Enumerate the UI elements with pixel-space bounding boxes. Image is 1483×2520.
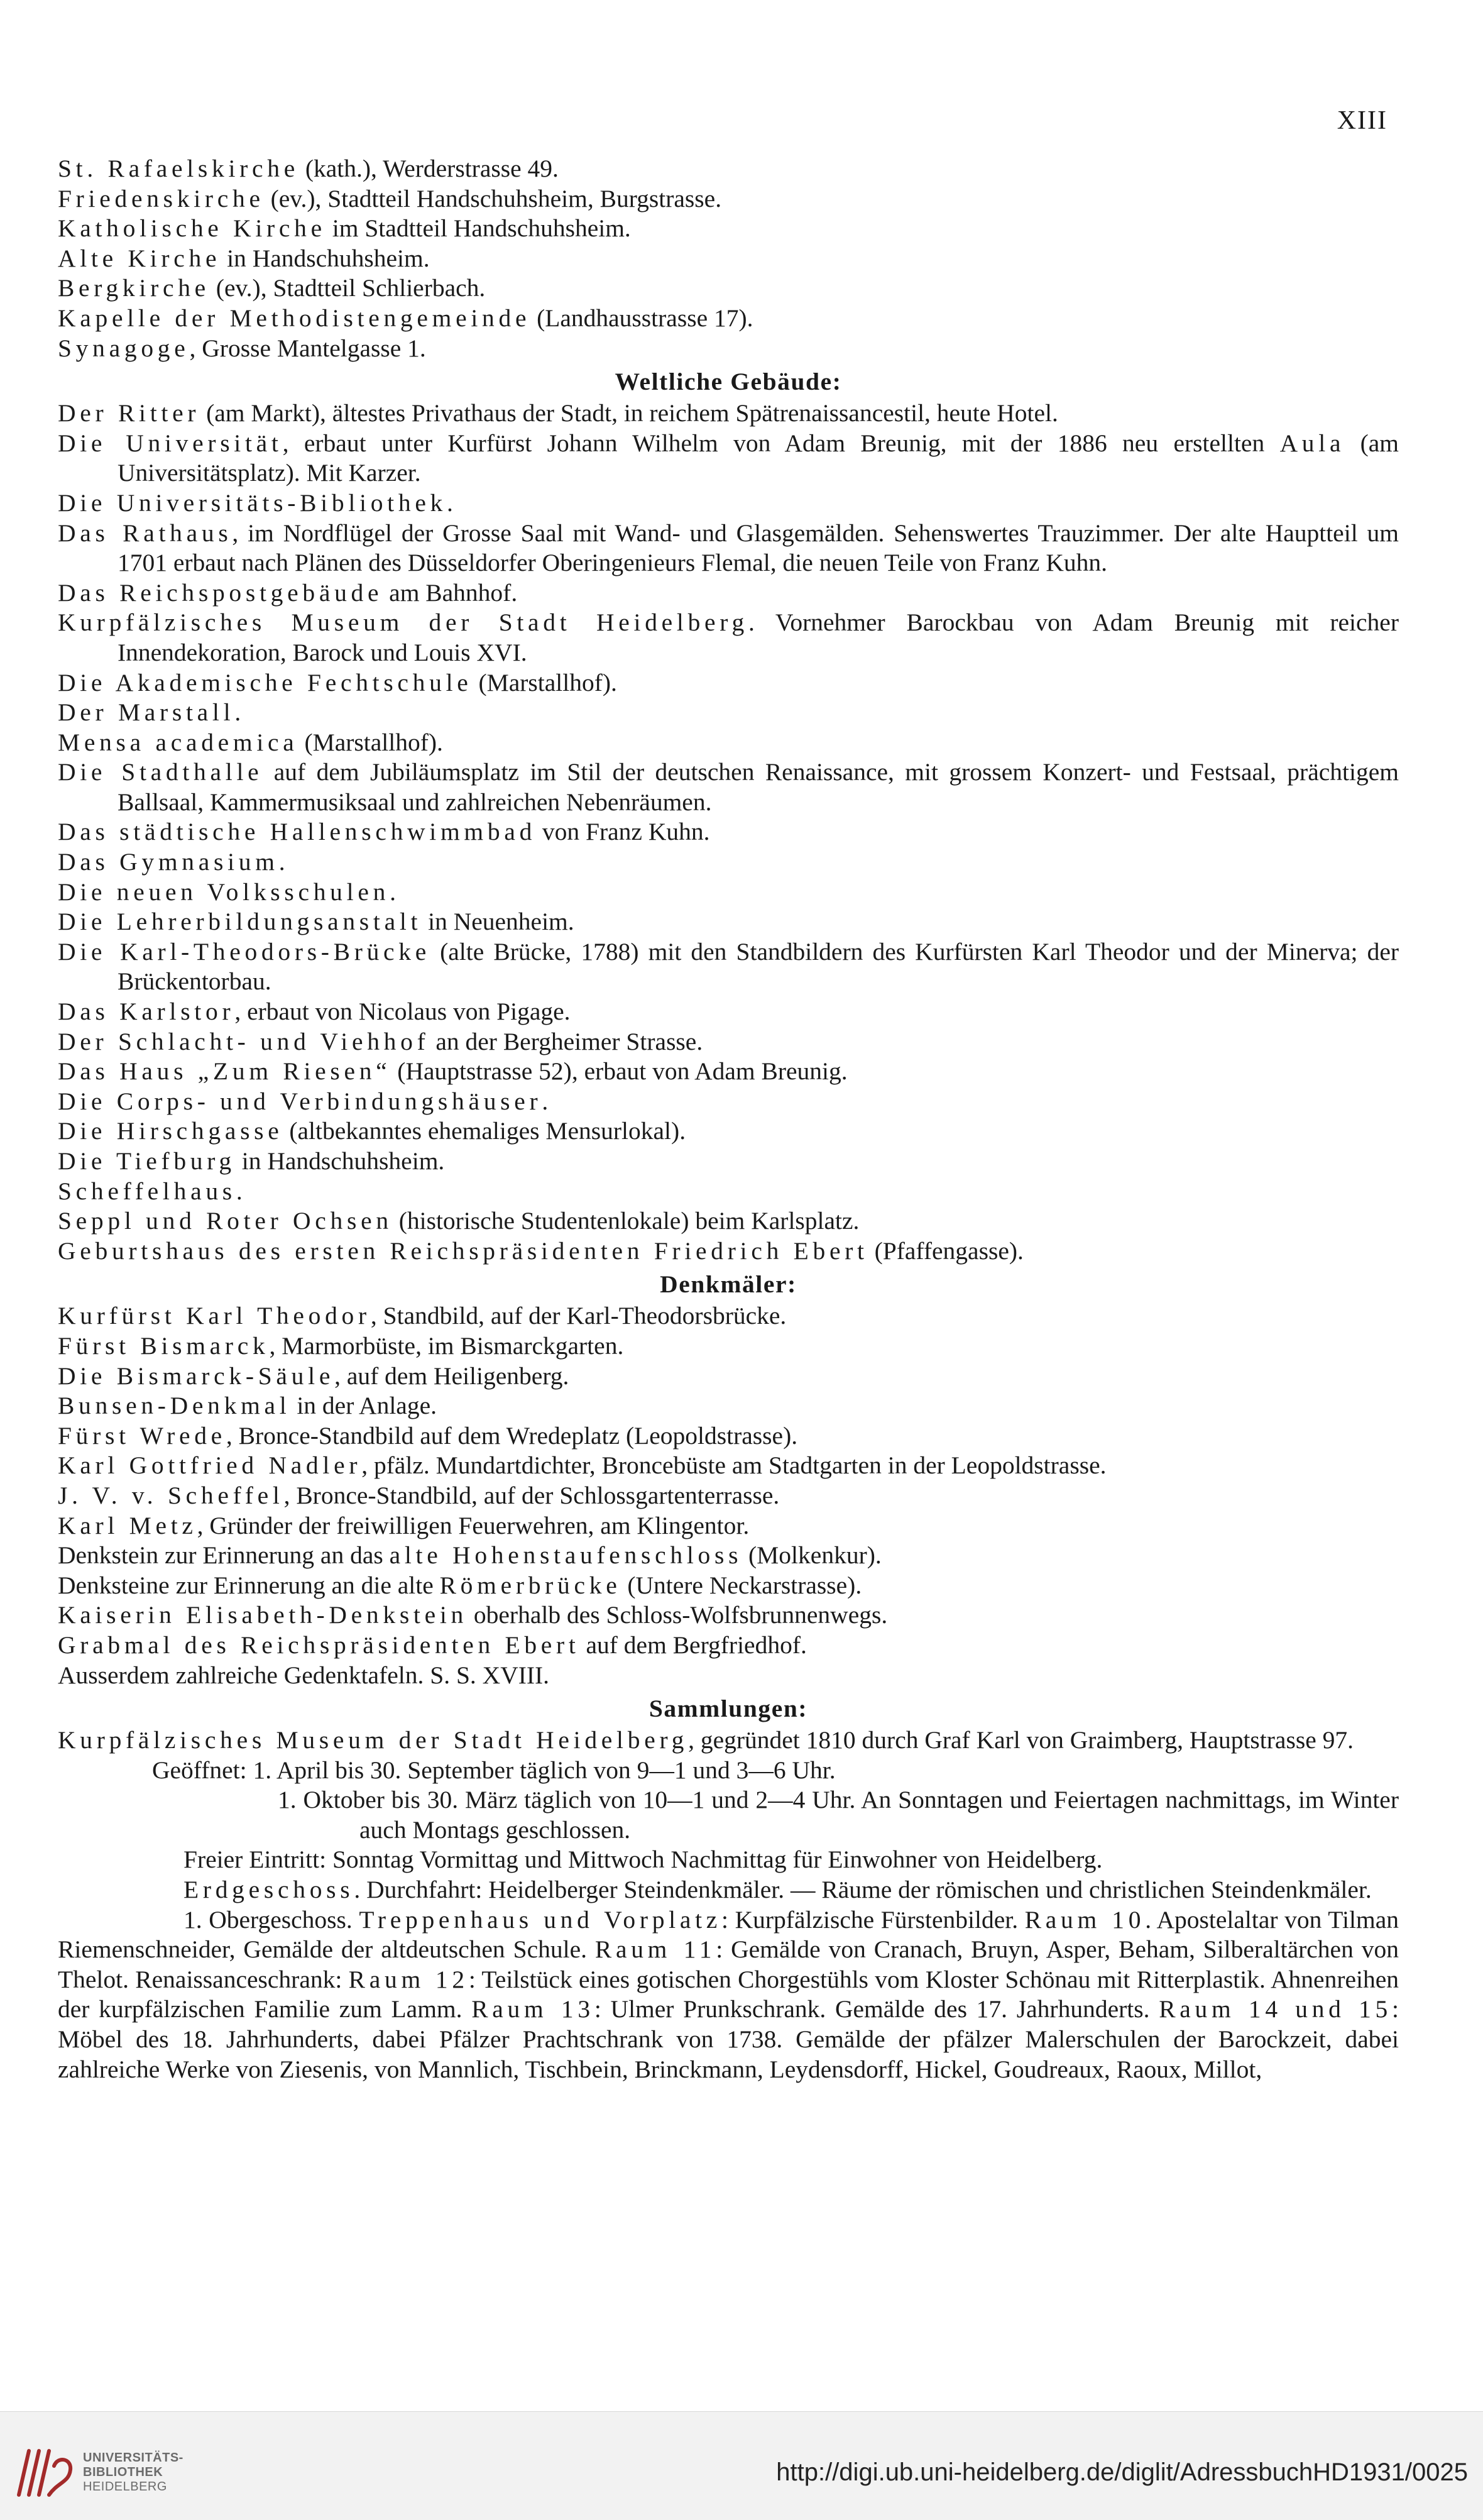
entry-name: Das Gymnasium	[58, 848, 279, 876]
entry-description: (ev.), Stadtteil Handschuhsheim, Burgstrasse.	[264, 184, 722, 212]
library-name-line-3: HEIDELBERG	[83, 2480, 167, 2494]
entry-name: Die Hirschgasse	[58, 1117, 283, 1145]
entry-description: , pfälz. Mundartdichter, Broncebüste am Stadtgarten in der Leopoldstrasse.	[361, 1451, 1107, 1480]
building-entry	[58, 997, 1399, 1027]
stairwell-name: Treppenhaus und Vorplatz	[359, 1905, 722, 1934]
building-entry	[58, 1087, 1399, 1117]
entry-name: Der Schlacht- und Viehhof	[58, 1027, 430, 1055]
entry-name: Karl Metz	[58, 1511, 197, 1539]
church-entry	[58, 244, 1399, 274]
entry-name: Geburtshaus des ersten Reichspräsidenten Friedrich Ebert	[58, 1236, 868, 1265]
opening-hours-1	[58, 1756, 1399, 1786]
ground-floor-text: . Durchfahrt: Heidelberger Steindenkmäler. — Räume der römischen und christlichen Steindenkmäler.	[354, 1876, 1372, 1904]
entry-name: Der Ritter	[58, 399, 200, 427]
entry-description: an der Bergheimer Strasse.	[429, 1027, 703, 1055]
building-entry	[58, 1147, 1399, 1177]
entry-description: . Vornehmer Barockbau von Adam Breunig mit reicher Innendekoration, Barock und Louis XVI.	[118, 608, 1399, 666]
first-floor	[58, 1905, 1399, 2085]
opening-hours-2	[58, 1785, 1399, 1845]
entry-name: Scheffelhaus	[58, 1177, 236, 1205]
entry-name: Fürst Wrede	[58, 1421, 226, 1450]
entry-name: Die Universität	[58, 429, 283, 457]
entry-description: , Bronce-Standbild auf dem Wredeplatz (Leopoldstrasse).	[226, 1421, 798, 1450]
page-content	[58, 154, 1399, 2084]
monument-entry	[58, 1362, 1399, 1392]
building-entry	[58, 817, 1399, 847]
monument-entry	[58, 1421, 1399, 1451]
building-entry	[58, 1206, 1399, 1236]
entry-name: Seppl und Roter Ochsen	[58, 1207, 393, 1235]
entry-description: (altbekanntes ehemaliges Mensurlokal).	[283, 1117, 686, 1145]
entry-name: Römerbrücke	[439, 1571, 621, 1599]
monuments-list	[58, 1301, 1399, 1690]
church-entry	[58, 154, 1399, 184]
building-entry	[58, 878, 1399, 908]
museum-name: Kurpfälzisches Museum der Stadt Heidelberg	[58, 1726, 689, 1754]
library-name-line-1: UNIVERSITÄTS-	[83, 2451, 183, 2465]
entry-name: Kurpfälzisches Museum der Stadt Heidelberg	[58, 608, 748, 637]
first-floor-text-1: : Kurpfälzische Fürstenbilder.	[721, 1905, 1025, 1934]
first-floor-text-5: : Ulmer Prunkschrank. Gemälde des 17. Jahrhunderts.	[594, 1995, 1159, 2023]
entry-name: Die neuen Volksschulen	[58, 878, 390, 906]
building-entry	[58, 1236, 1399, 1267]
entry-description: , Bronce-Standbild, auf der Schlossgartenterrasse.	[283, 1481, 780, 1509]
entry-description: auf dem Bergfriedhof.	[579, 1631, 807, 1659]
entry-name: Das städtische Hallenschwimmbad	[58, 818, 537, 846]
entry-name: Synagoge	[58, 334, 190, 362]
building-entry	[58, 937, 1399, 997]
entry-description: am Bahnhof.	[383, 578, 518, 607]
church-list	[58, 154, 1399, 363]
entry-description: (Hauptstrasse 52), erbaut von Adam Breunig.	[391, 1057, 848, 1086]
entry-name: Kapelle der Methodistengemeinde	[58, 304, 531, 332]
entry-name: St. Rafaelskirche	[58, 155, 299, 182]
entry-name: Das Karlstor	[58, 998, 235, 1026]
monument-entry	[58, 1391, 1399, 1421]
building-entry	[58, 698, 1399, 728]
entry-name: Das Haus „Zum Riesen“	[58, 1057, 391, 1086]
entry-name: Friedenskirche	[58, 184, 265, 212]
entry-description: (historische Studentenlokale) beim Karlsplatz.	[392, 1207, 860, 1235]
entry-name-secondary: Aula	[1279, 429, 1345, 457]
church-entry	[58, 334, 1399, 364]
entry-description: in Handschuhsheim.	[221, 244, 430, 272]
entry-name: Die Bismarck-Säule	[58, 1362, 335, 1390]
monument-entry	[58, 1661, 1399, 1691]
entry-description: in Handschuhsheim.	[235, 1147, 445, 1175]
room-14-15: Raum 14 und 15	[1159, 1995, 1393, 2023]
monument-entry	[58, 1481, 1399, 1511]
entry-name: Fürst Bismarck	[58, 1331, 270, 1360]
entry-name: Kurfürst Karl Theodor	[58, 1302, 371, 1330]
first-floor-text-2: . Apostelaltar von Tilman Riemenschneider, Gemälde der altdeutschen Schule.	[58, 1905, 1399, 1964]
entry-description: .	[234, 698, 241, 727]
entry-name: J. V. v. Scheffel	[58, 1481, 284, 1509]
entry-name: Die Universitäts-Bibliothek	[58, 488, 447, 517]
entry-description: .	[390, 878, 396, 906]
entry-description: , Grosse Mantelgasse 1.	[189, 334, 426, 362]
entry-description: .	[236, 1177, 243, 1205]
entry-description: (Pfaffengasse).	[868, 1236, 1024, 1265]
entry-name: Bunsen-Denkmal	[58, 1392, 291, 1420]
building-entry	[58, 608, 1399, 668]
entry-name: Alte Kirche	[58, 244, 221, 272]
entry-name: Die Karl-Theodors-Brücke	[58, 937, 431, 966]
entry-name: Die Corps- und Verbindungshäuser	[58, 1087, 542, 1115]
museum-description: , gegründet 1810 durch Graf Karl von Graimberg, Hauptstrasse 97.	[688, 1726, 1354, 1754]
building-entry	[58, 488, 1399, 519]
heading-denkmaeler: Denkmäler:	[660, 1270, 797, 1299]
entry-description: von Franz Kuhn.	[536, 818, 710, 846]
museum-entry	[58, 1725, 1399, 1756]
footer-bar	[0, 2411, 1483, 2520]
free-entry	[58, 1845, 1399, 1875]
entry-name: Kaiserin Elisabeth-Denkstein	[58, 1601, 468, 1629]
entry-description-secondary: (am Universitätsplatz). Mit Karzer.	[118, 429, 1399, 487]
building-entry	[58, 1057, 1399, 1087]
building-entry	[58, 1027, 1399, 1057]
entry-description: , auf dem Heiligenberg.	[334, 1362, 569, 1390]
building-entry	[58, 668, 1399, 698]
free-entry-text: Freier Eintritt: Sonntag Vormittag und Mittwoch Nachmittag für Einwohner von Heidelberg.	[183, 1846, 1103, 1874]
entry-prefix: Denksteine zur Erinnerung an die alte	[58, 1571, 440, 1599]
entry-name: Die Akademische Fechtschule	[58, 668, 473, 696]
building-entry	[58, 1177, 1399, 1207]
room-12: Raum 12	[348, 1965, 469, 1993]
entry-description: , Marmorbüste, im Bismarckgarten.	[269, 1331, 624, 1360]
entry-description: .	[447, 488, 453, 517]
entry-description: auf dem Jubiläumsplatz im Stil der deutschen Renaissance, mit grossem Konzert- und Festsaal, prächtigem Ballsaal, Kammermusiksaal und zahlreichen Nebenräumen.	[118, 758, 1399, 816]
entry-description: (alte Brücke, 1788) mit den Standbildern des Kurfürsten Karl Theodor und der Minerva; der Brückentorbau.	[118, 937, 1399, 996]
entry-name: Karl Gottfried Nadler	[58, 1451, 362, 1480]
heading-sammlungen: Sammlungen:	[648, 1695, 808, 1723]
monument-entry	[58, 1451, 1399, 1481]
entry-description: (Untere Neckarstrasse).	[621, 1571, 862, 1599]
entry-name: Die Tiefburg	[58, 1147, 236, 1175]
source-url-link[interactable]: http://digi.ub.uni-heidelberg.de/diglit/AdressbuchHD1931/0025	[776, 2458, 1468, 2486]
secular-buildings-list	[58, 399, 1399, 1266]
library-logo-icon	[14, 2445, 74, 2501]
entry-description: , im Nordflügel der Grosse Saal mit Wand- und Glasgemälden. Sehenswertes Trauzimmer. Der alte Hauptteil um 1701 erbaut nach Plänen des Düsseldorfer Oberingenieurs Flemal, die neuen Teile von Franz Kuhn.	[118, 519, 1399, 577]
entry-name: Die Stadthalle	[58, 758, 263, 786]
entry-description: .	[278, 848, 285, 876]
entry-description: (Marstallhof).	[298, 728, 443, 756]
opening-winter: 1. Oktober bis 30. März täglich von 10—1 und 2—4 Uhr. An Sonntagen und Feiertagen nachmittags, im Winter auch Montags geschlossen.	[278, 1786, 1399, 1844]
building-entry	[58, 399, 1399, 429]
entry-description: im Stadtteil Handschuhsheim.	[326, 214, 631, 243]
building-entry	[58, 728, 1399, 758]
page-number: XIII	[1337, 106, 1387, 135]
entry-name: Die Lehrerbildungsanstalt	[58, 908, 422, 936]
building-entry	[58, 578, 1399, 608]
first-floor-pre: 1. Obergeschoss.	[183, 1905, 359, 1934]
heading-weltliche-gebaeude: Weltliche Gebäude:	[615, 368, 842, 396]
entry-description: (am Markt), ältestes Privathaus der Stadt, in reichem Spätrenaissancestil, heute Hotel.	[200, 399, 1058, 427]
entry-description: , erbaut unter Kurfürst Johann Wilhelm von Adam Breunig, mit der 1886 neu erstellten	[282, 429, 1280, 457]
entry-description: , erbaut von Nicolaus von Pigage.	[234, 998, 571, 1026]
entry-description: (ev.), Stadtteil Schlierbach.	[209, 274, 486, 302]
monument-entry	[58, 1571, 1399, 1601]
church-entry	[58, 304, 1399, 334]
entry-name: Mensa academica	[58, 728, 298, 756]
church-entry	[58, 273, 1399, 304]
first-floor-text-4: : Teilstück eines gotischen Chorgestühls vom Kloster Schönau mit Ritterplastik. Ahnenreihen der kurpfälzischen Familie zum Lamm.	[58, 1965, 1399, 2023]
entry-name: Grabmal des Reichspräsidenten Ebert	[58, 1631, 580, 1659]
opening-label: Geöffnet:	[152, 1756, 253, 1784]
entry-description: , Gründer der freiwilligen Feuerwehren, am Klingentor.	[197, 1511, 750, 1539]
entry-name: alte Hohenstaufenschloss	[389, 1541, 743, 1570]
entry-name: Das Reichspostgebäude	[58, 578, 383, 607]
first-floor-text-3: : Gemälde von Cranach, Bruyn, Asper, Beham, Silberaltärchen von Thelot. Renaissanceschrank:	[58, 1935, 1399, 1993]
room-13: Raum 13	[471, 1995, 594, 2023]
building-entry	[58, 907, 1399, 937]
entry-description: (kath.), Werderstrasse 49.	[298, 155, 559, 182]
monument-entry	[58, 1301, 1399, 1331]
monument-entry	[58, 1331, 1399, 1362]
entry-name: Bergkirche	[58, 274, 210, 302]
entry-description: Ausserdem zahlreiche Gedenktafeln. S. S. XVIII.	[58, 1661, 550, 1689]
library-name-line-2: BIBLIOTHEK	[83, 2465, 163, 2479]
building-entry	[58, 429, 1399, 488]
entry-name: Katholische Kirche	[58, 214, 326, 243]
entry-description: in Neuenheim.	[422, 908, 574, 936]
monument-entry	[58, 1631, 1399, 1661]
monument-entry	[58, 1600, 1399, 1631]
monument-entry	[58, 1511, 1399, 1541]
entry-description: (Molkenkur).	[742, 1541, 882, 1570]
church-entry	[58, 184, 1399, 214]
opening-summer: 1. April bis 30. September täglich von 9—1 und 3—6 Uhr.	[253, 1756, 836, 1784]
ground-floor-name: Erdgeschoss	[183, 1876, 354, 1904]
room-11: Raum 11	[594, 1935, 716, 1964]
library-name	[83, 2451, 183, 2494]
ground-floor	[58, 1875, 1399, 1905]
entry-description: (Marstallhof).	[472, 668, 617, 696]
entry-description: in der Anlage.	[290, 1392, 437, 1420]
entry-prefix: Denkstein zur Erinnerung an das	[58, 1541, 390, 1570]
building-entry	[58, 757, 1399, 817]
entry-name: Der Marstall	[58, 698, 235, 727]
monument-entry	[58, 1541, 1399, 1571]
building-entry	[58, 519, 1399, 578]
building-entry	[58, 1116, 1399, 1147]
first-floor-text-6: : Möbel des 18. Jahrhunderts, dabei Pfälzer Prachtschrank von 1738. Gemälde der pfälzer Malerschulen der Barockzeit, dabei zahlreiche Werke von Ziesenis, von Mannlich, Tischbein, Brinckmann, Leydensdorff, Hickel, Goudreaux, Raoux, Millot,	[58, 1995, 1399, 2083]
entry-description: , Standbild, auf der Karl-Theodorsbrücke.	[370, 1302, 787, 1330]
entry-name: Das Rathaus	[58, 519, 233, 547]
entry-description: oberhalb des Schloss-Wolfsbrunnenwegs.	[468, 1601, 888, 1629]
room-10: Raum 10	[1024, 1905, 1146, 1934]
entry-description: .	[542, 1087, 549, 1115]
building-entry	[58, 847, 1399, 878]
church-entry	[58, 214, 1399, 244]
entry-description: (Landhausstrasse 17).	[530, 304, 753, 332]
